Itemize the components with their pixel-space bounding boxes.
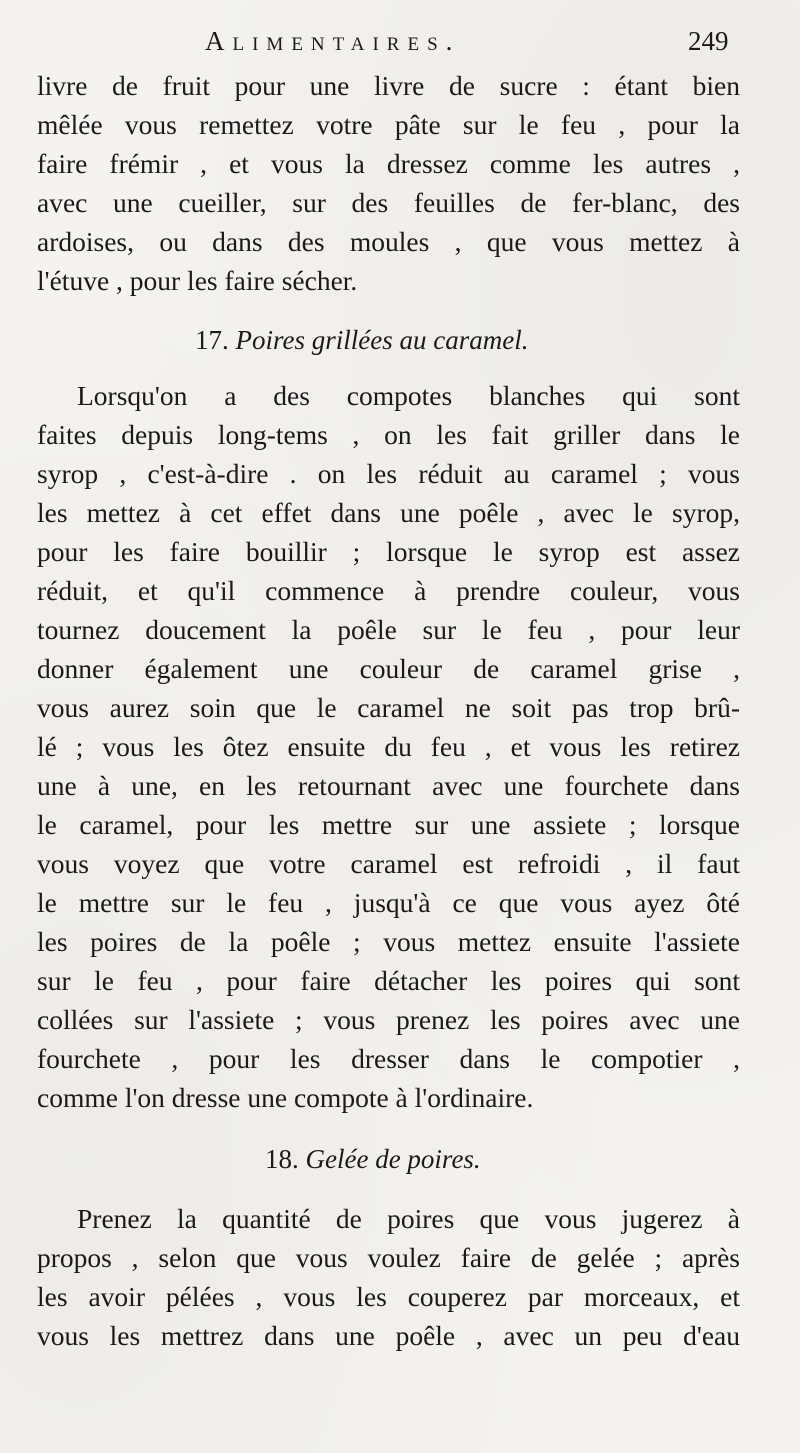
text-line: propos , selon que vous voulez faire de gelée ; après: [37, 1242, 740, 1273]
text-line: Lorsqu'on a des compotes blanches qui sont: [77, 380, 740, 411]
text-line: pour les faire bouillir ; lorsque le syrop est assez: [37, 536, 740, 567]
text-line: collées sur l'assiete ; vous prenez les poires avec une: [37, 1004, 740, 1035]
running-head: Alimentaires.: [205, 26, 461, 56]
text-line: mêlée vous remettez votre pâte sur le feu , pour la: [37, 109, 740, 140]
text-line: comme l'on dresse une compote à l'ordinaire.: [37, 1082, 534, 1113]
text-line: tournez doucement la poêle sur le feu , pour leur: [37, 614, 740, 645]
text-line: le caramel, pour les mettre sur une assiete ; lorsque: [37, 809, 740, 840]
section-heading-18: [265, 1143, 481, 1175]
text-line: avec une cueiller, sur des feuilles de fer-blanc, des: [37, 187, 740, 218]
text-line: vous les mettrez dans une poêle , avec un peu d'eau: [37, 1320, 740, 1351]
text-line: les poires de la poêle ; vous mettez ensuite l'assiete: [37, 926, 740, 957]
section-number: 17.: [195, 325, 229, 355]
text-line: vous aurez soin que le caramel ne soit pas trop brû-: [37, 692, 740, 723]
text-line: les avoir pélées , vous les couperez par morceaux, et: [37, 1281, 740, 1312]
section-number: 18.: [265, 1144, 299, 1174]
text-line: les mettez à cet effet dans une poêle , avec le syrop,: [37, 497, 740, 528]
text-line: vous voyez que votre caramel est refroidi , il faut: [37, 848, 740, 879]
text-line: faire frémir , et vous la dressez comme les autres ,: [37, 148, 740, 179]
text-line: une à une, en les retournant avec une fourchete dans: [37, 770, 740, 801]
section-heading-17: [195, 324, 528, 356]
text-line: Prenez la quantité de poires que vous jugerez à: [77, 1203, 740, 1234]
text-line: ardoises, ou dans des moules , que vous mettez à: [37, 226, 740, 257]
text-line: lé ; vous les ôtez ensuite du feu , et vous les retirez: [37, 731, 740, 762]
text-line: faites depuis long-tems , on les fait griller dans le: [37, 419, 740, 450]
section-title: Poires grillées au caramel.: [235, 325, 529, 355]
text-line: donner également une couleur de caramel grise ,: [37, 653, 740, 684]
text-line: le mettre sur le feu , jusqu'à ce que vous ayez ôté: [37, 887, 740, 918]
text-line: l'étuve , pour les faire sécher.: [37, 265, 358, 296]
section-title: Gelée de poires.: [305, 1144, 481, 1174]
text-line: livre de fruit pour une livre de sucre : étant bien: [37, 70, 740, 101]
text-line: fourchete , pour les dresser dans le compotier ,: [37, 1043, 740, 1074]
text-line: réduit, et qu'il commence à prendre couleur, vous: [37, 575, 740, 606]
text-line: syrop , c'est-à-dire . on les réduit au caramel ; vous: [37, 458, 740, 489]
page-number: 249: [688, 26, 729, 56]
text-line: sur le feu , pour faire détacher les poires qui sont: [37, 965, 740, 996]
